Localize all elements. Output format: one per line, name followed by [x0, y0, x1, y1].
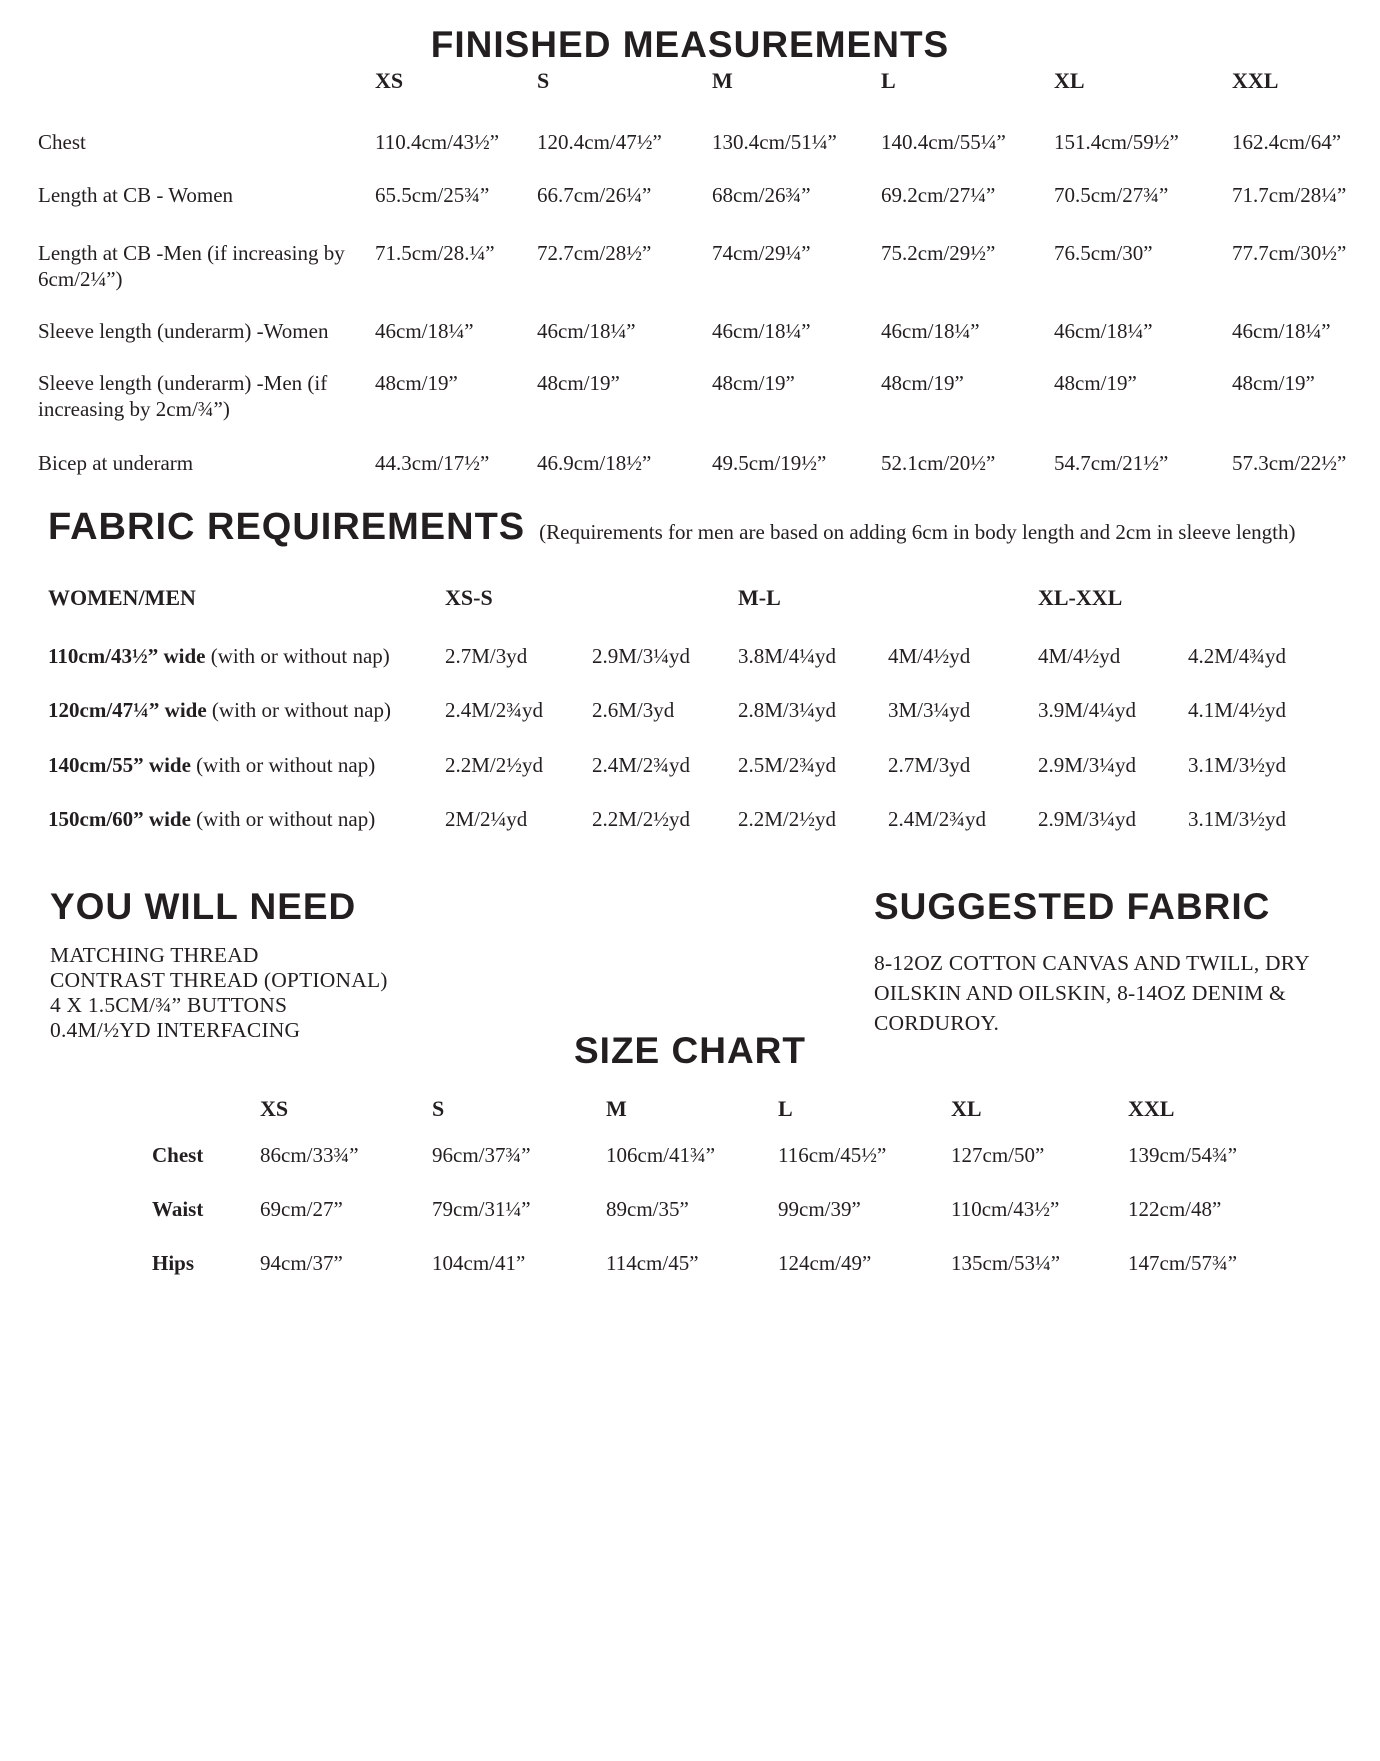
size-header-xs: XS — [260, 1096, 289, 1121]
size-chart-value: 135cm/53¼” — [951, 1251, 1061, 1275]
size-chart-value: 127cm/50” — [951, 1143, 1045, 1167]
column-header-xl-xxl: XL-XXL — [1038, 585, 1123, 610]
measurement-value: 46.9cm/18½” — [537, 451, 652, 475]
measurement-value: 71.5cm/28.¼” — [375, 241, 495, 265]
measurement-value: 140.4cm/55¼” — [881, 130, 1006, 154]
measurement-value: 70.5cm/27¾” — [1054, 183, 1169, 207]
measurement-value: 65.5cm/25¾” — [375, 183, 490, 207]
size-header-xxl: XXL — [1128, 1096, 1175, 1121]
fabric-requirements-column-headers — [48, 585, 1338, 611]
you-will-need-list — [50, 943, 388, 1043]
size-chart-row-hips — [152, 1250, 1308, 1276]
fabric-requirements-header — [48, 506, 1296, 549]
size-chart-value: 69cm/27” — [260, 1197, 343, 1221]
finished-measurements-size-header-row — [38, 68, 1342, 94]
size-header-m: M — [606, 1096, 627, 1121]
fabric-row-label: 120cm/47¼” wide (with or without nap) — [48, 698, 391, 722]
size-chart-value: 96cm/37¾” — [432, 1143, 531, 1167]
suggested-fabric-text: 8-12OZ COTTON CANVAS AND TWILL, DRY OILSKIN AND OILSKIN, 8-14OZ DENIM & CORDUROY. — [874, 951, 1310, 1035]
size-header-s: S — [537, 68, 550, 93]
size-header-l: L — [778, 1096, 793, 1121]
size-chart-value: 116cm/45½” — [778, 1143, 887, 1167]
measurement-value: 130.4cm/51¼” — [712, 130, 837, 154]
size-chart-size-header-row — [152, 1096, 1308, 1122]
size-chart-value: 99cm/39” — [778, 1197, 861, 1221]
fabric-value: 2.2M/2½yd — [445, 753, 544, 777]
measurement-row-length-cb-men — [38, 240, 1347, 292]
column-header-xs-s: XS-S — [445, 585, 493, 610]
measurement-value: 46cm/18¼” — [375, 319, 474, 343]
fabric-value: 2.9M/3¼yd — [1038, 753, 1137, 777]
column-header-women-men: WOMEN/MEN — [48, 585, 196, 610]
size-chart-value: 86cm/33¾” — [260, 1143, 359, 1167]
fabric-value: 2.8M/3¼yd — [738, 698, 837, 722]
fabric-value: 2.4M/2¾yd — [888, 807, 987, 831]
fabric-row-label: 140cm/55” wide (with or without nap) — [48, 753, 376, 777]
size-header-xl: XL — [951, 1096, 982, 1121]
measurement-value: 120.4cm/47½” — [537, 130, 662, 154]
size-chart-value: 94cm/37” — [260, 1251, 343, 1275]
size-chart-value: 122cm/48” — [1128, 1197, 1222, 1221]
measurement-value: 46cm/18¼” — [712, 319, 811, 343]
measurement-value: 52.1cm/20½” — [881, 451, 996, 475]
size-chart-row-label: Chest — [152, 1143, 204, 1167]
size-chart-value: 139cm/54¾” — [1128, 1143, 1238, 1167]
fabric-requirements-title: FABRIC REQUIREMENTS — [48, 506, 526, 548]
measurement-value: 57.3cm/22½” — [1232, 451, 1347, 475]
measurement-value: 74cm/29¼” — [712, 241, 811, 265]
size-chart-value: 114cm/45” — [606, 1251, 699, 1275]
fabric-value: 3.1M/3½yd — [1188, 807, 1287, 831]
size-header-s: S — [432, 1096, 445, 1121]
measurement-value: 49.5cm/19½” — [712, 451, 827, 475]
fabric-value: 4M/4½yd — [1038, 644, 1121, 668]
size-chart-value: 110cm/43½” — [951, 1197, 1060, 1221]
measurement-row-label: Length at CB -Men (if increasing by 6cm/2¼”) — [38, 241, 345, 291]
fabric-value: 2.9M/3¼yd — [1038, 807, 1137, 831]
size-header-xl: XL — [1054, 68, 1085, 93]
measurement-value: 68cm/26¾” — [712, 183, 811, 207]
measurement-value: 46cm/18¼” — [537, 319, 636, 343]
you-will-need-title: YOU WILL NEED — [50, 886, 357, 927]
fabric-value: 2.4M/2¾yd — [592, 753, 691, 777]
size-header-xs: XS — [375, 68, 404, 93]
measurement-value: 44.3cm/17½” — [375, 451, 490, 475]
measurement-value: 48cm/19” — [1232, 371, 1315, 395]
size-chart-value: 104cm/41” — [432, 1251, 526, 1275]
measurement-row-length-cb-women — [38, 182, 1347, 208]
fabric-value: 3.9M/4¼yd — [1038, 698, 1137, 722]
measurement-value: 46cm/18¼” — [1054, 319, 1153, 343]
measurement-value: 72.7cm/28½” — [537, 241, 652, 265]
measurement-value: 66.7cm/26¼” — [537, 183, 652, 207]
fabric-value: 2.7M/3yd — [888, 753, 971, 777]
measurement-value: 162.4cm/64” — [1232, 130, 1342, 154]
measurement-row-label: Length at CB - Women — [38, 183, 234, 207]
fabric-row-label: 110cm/43½” wide (with or without nap) — [48, 644, 390, 668]
measurement-row-label: Bicep at underarm — [38, 451, 194, 475]
measurement-value: 75.2cm/29½” — [881, 241, 996, 265]
size-chart-row-waist — [152, 1196, 1308, 1222]
measurement-row-label: Chest — [38, 130, 86, 154]
size-chart-row-chest — [152, 1142, 1308, 1168]
fabric-value: 2.7M/3yd — [445, 644, 528, 668]
measurement-value: 48cm/19” — [712, 371, 795, 395]
measurement-row-chest — [38, 129, 1342, 155]
list-item-contrast-thread: CONTRAST THREAD (OPTIONAL) — [50, 968, 388, 992]
fabric-requirements-note: (Requirements for men are based on adding 6cm in body length and 2cm in sleeve length) — [539, 520, 1296, 544]
finished-measurements-title: FINISHED MEASUREMENTS — [430, 24, 950, 65]
list-item-matching-thread: MATCHING THREAD — [50, 943, 259, 967]
fabric-value: 2.2M/2½yd — [738, 807, 837, 831]
size-header-m: M — [712, 68, 733, 93]
fabric-row-label: 150cm/60” wide (with or without nap) — [48, 807, 376, 831]
measurement-value: 46cm/18¼” — [1232, 319, 1331, 343]
size-header-xxl: XXL — [1232, 68, 1279, 93]
measurement-value: 69.2cm/27¼” — [881, 183, 996, 207]
size-chart-value: 147cm/57¾” — [1128, 1251, 1238, 1275]
measurement-row-label: Sleeve length (underarm) -Men (if increasing by 2cm/¾”) — [38, 371, 328, 421]
fabric-row-140cm — [48, 752, 1338, 778]
measurement-value: 46cm/18¼” — [881, 319, 980, 343]
fabric-value: 3M/3¼yd — [888, 698, 971, 722]
fabric-value: 3.1M/3½yd — [1188, 753, 1287, 777]
measurement-value: 77.7cm/30½” — [1232, 241, 1347, 265]
measurement-value: 76.5cm/30” — [1054, 241, 1153, 265]
fabric-value: 2M/2¼yd — [445, 807, 528, 831]
size-chart-value: 106cm/41¾” — [606, 1143, 716, 1167]
measurement-value: 48cm/19” — [1054, 371, 1137, 395]
size-chart-title: SIZE CHART — [574, 1030, 806, 1071]
fabric-value: 2.6M/3yd — [592, 698, 675, 722]
measurement-value: 71.7cm/28¼” — [1232, 183, 1347, 207]
fabric-row-110cm — [48, 643, 1338, 669]
measurement-row-sleeve-women — [38, 318, 1342, 344]
fabric-value: 2.2M/2½yd — [592, 807, 691, 831]
measurement-row-bicep — [38, 450, 1347, 476]
size-header-l: L — [881, 68, 896, 93]
size-chart-row-label: Waist — [152, 1197, 204, 1221]
measurement-row-label: Sleeve length (underarm) -Women — [38, 319, 329, 343]
measurement-value: 151.4cm/59½” — [1054, 130, 1179, 154]
size-chart-value: 124cm/49” — [778, 1251, 872, 1275]
fabric-value: 2.9M/3¼yd — [592, 644, 691, 668]
fabric-value: 4.1M/4½yd — [1188, 698, 1287, 722]
suggested-fabric-title: SUGGESTED FABRIC — [874, 886, 1271, 927]
measurement-value: 48cm/19” — [537, 371, 620, 395]
size-chart-value: 79cm/31¼” — [432, 1197, 531, 1221]
fabric-value: 2.4M/2¾yd — [445, 698, 544, 722]
measurement-value: 54.7cm/21½” — [1054, 451, 1169, 475]
measurement-value: 48cm/19” — [881, 371, 964, 395]
fabric-row-150cm — [48, 806, 1338, 832]
measurement-value: 48cm/19” — [375, 371, 458, 395]
fabric-value: 2.5M/2¾yd — [738, 753, 837, 777]
measurement-row-sleeve-men — [38, 370, 1342, 422]
column-header-m-l: M-L — [738, 585, 781, 610]
size-chart-row-label: Hips — [152, 1251, 195, 1275]
fabric-value: 4M/4½yd — [888, 644, 971, 668]
fabric-value: 3.8M/4¼yd — [738, 644, 837, 668]
list-item-interfacing: 0.4M/½YD INTERFACING — [50, 1018, 301, 1042]
size-chart-value: 89cm/35” — [606, 1197, 689, 1221]
fabric-value: 4.2M/4¾yd — [1188, 644, 1287, 668]
list-item-buttons: 4 X 1.5CM/¾” BUTTONS — [50, 993, 288, 1017]
measurement-value: 110.4cm/43½” — [375, 130, 500, 154]
fabric-row-120cm — [48, 697, 1338, 723]
